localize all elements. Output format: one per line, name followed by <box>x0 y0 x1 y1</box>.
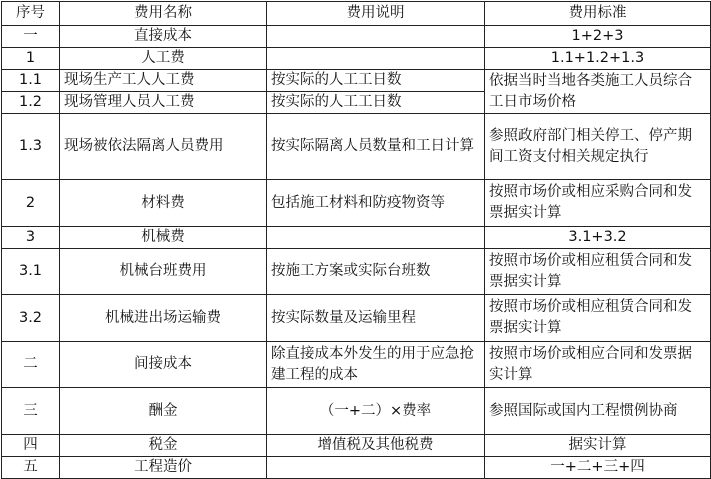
table-header-row <box>2 2 711 26</box>
table-row <box>2 342 711 388</box>
row-std: 按照市场价或相应采购合同和发票据实计算 <box>485 180 711 227</box>
row-std: 按照市场价或相应合同和发票据实计算 <box>485 342 711 388</box>
row-desc: 按实际的人工工日数 <box>267 70 485 92</box>
row-std: 参照政府部门相关停工、停产期间工资支付相关规定执行 <box>485 114 711 180</box>
table-row <box>2 457 711 479</box>
row-desc: 增值税及其他税费 <box>267 435 485 457</box>
row-name: 人工费 <box>60 48 267 70</box>
row-name: 税金 <box>60 435 267 457</box>
row-no: 五 <box>2 457 60 479</box>
table-row <box>2 227 711 249</box>
header-std: 费用标准 <box>485 2 711 26</box>
row-no: 3.1 <box>2 249 60 295</box>
table-row <box>2 180 711 227</box>
row-no: 1.2 <box>2 92 60 114</box>
row-desc <box>267 227 485 249</box>
table-row <box>2 388 711 435</box>
row-no: 3.2 <box>2 295 60 342</box>
row-no: 一 <box>2 26 60 48</box>
row-no: 1 <box>2 48 60 70</box>
row-name: 工程造价 <box>60 457 267 479</box>
row-no: 1.1 <box>2 70 60 92</box>
row-name: 机械台班费用 <box>60 249 267 295</box>
table-row <box>2 114 711 180</box>
row-name: 机械进出场运输费 <box>60 295 267 342</box>
row-desc: 按实际数量及运输里程 <box>267 295 485 342</box>
row-no: 二 <box>2 342 60 388</box>
row-desc: 按实际的人工工日数 <box>267 92 485 114</box>
row-name: 间接成本 <box>60 342 267 388</box>
row-name: 机械费 <box>60 227 267 249</box>
row-std: 一+二+三+四 <box>485 457 711 479</box>
row-desc: （一+二）×费率 <box>267 388 485 435</box>
row-std: 依据当时当地各类施工人员综合工日市场价格 <box>485 70 711 114</box>
cost-breakdown-table <box>1 1 711 479</box>
row-desc <box>267 457 485 479</box>
cost-table-container <box>1 1 711 479</box>
row-desc: 按施工方案或实际台班数 <box>267 249 485 295</box>
header-name: 费用名称 <box>60 2 267 26</box>
row-std: 3.1+3.2 <box>485 227 711 249</box>
table-row <box>2 48 711 70</box>
row-name: 直接成本 <box>60 26 267 48</box>
header-desc: 费用说明 <box>267 2 485 26</box>
row-desc: 除直接成本外发生的用于应急抢建工程的成本 <box>267 342 485 388</box>
row-no: 1.3 <box>2 114 60 180</box>
row-name: 材料费 <box>60 180 267 227</box>
row-no: 三 <box>2 388 60 435</box>
row-std: 参照国际或国内工程惯例协商 <box>485 388 711 435</box>
row-std: 按照市场价或相应租赁合同和发票据实计算 <box>485 295 711 342</box>
row-no: 2 <box>2 180 60 227</box>
row-name: 现场生产工人人工费 <box>60 70 267 92</box>
row-name: 酬金 <box>60 388 267 435</box>
table-row <box>2 295 711 342</box>
row-desc: 包括施工材料和防疫物资等 <box>267 180 485 227</box>
table-row <box>2 70 711 92</box>
row-std: 按照市场价或相应租赁合同和发票据实计算 <box>485 249 711 295</box>
row-desc <box>267 26 485 48</box>
header-no: 序号 <box>2 2 60 26</box>
row-name: 现场管理人员人工费 <box>60 92 267 114</box>
row-std: 1+2+3 <box>485 26 711 48</box>
row-name: 现场被依法隔离人员费用 <box>60 114 267 180</box>
table-row <box>2 26 711 48</box>
row-no: 四 <box>2 435 60 457</box>
table-row <box>2 249 711 295</box>
table-row <box>2 435 711 457</box>
row-no: 3 <box>2 227 60 249</box>
row-std: 据实计算 <box>485 435 711 457</box>
row-std: 1.1+1.2+1.3 <box>485 48 711 70</box>
row-desc <box>267 48 485 70</box>
row-desc: 按实际隔离人员数量和工日计算 <box>267 114 485 180</box>
